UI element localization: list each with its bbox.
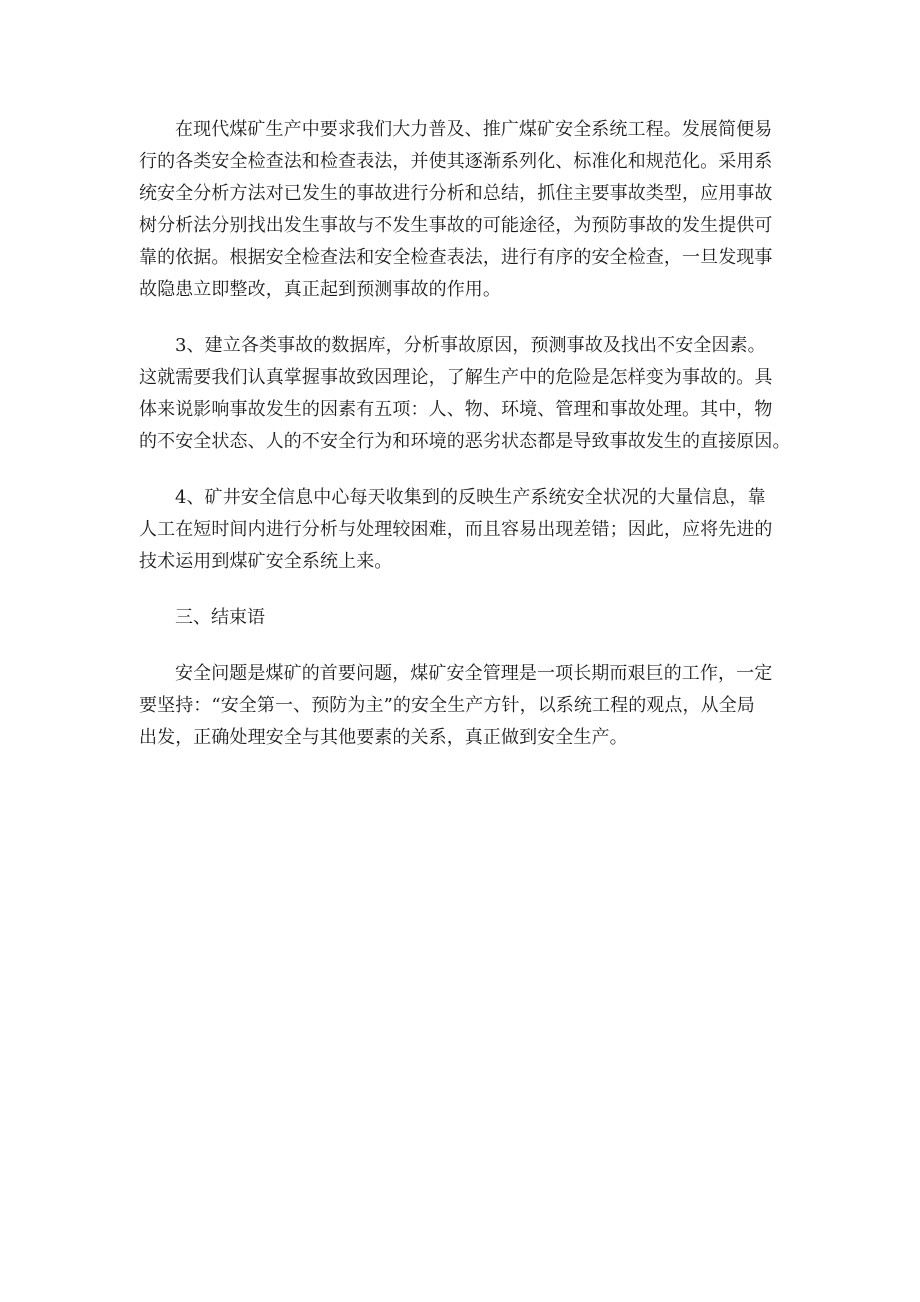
text-line: 故隐患立即整改，真正起到预测事故的作用。 [139,279,501,300]
text-line: 安全问题是煤矿的首要问题，煤矿安全管理是一项长期而艰巨的工作，一定 [175,663,773,684]
text-line: 人工在短时间内进行分析与处理较困难，而且容易出现差错；因此，应将先进的 [139,519,773,540]
paragraph-accident-database [139,330,789,458]
text-line: 这就需要我们认真掌握事故致因理论，了解生产中的危险是怎样变为事故的。具 [139,367,773,388]
text-line: 树分析法分别找出发生事故与不发生事故的可能途径，为预防事故的发生提供可 [139,215,773,236]
document-body [139,114,789,778]
text-line: 出发，正确处理安全与其他要素的关系，真正做到安全生产。 [139,727,628,748]
text-line: 行的各类安全检查法和检查表法，并使其逐渐系列化、标准化和规范化。采用系 [139,151,773,172]
paragraph-conclusion [139,658,789,754]
section-heading-conclusion: 三、结束语 [175,607,265,628]
text-line: 技术运用到煤矿安全系统上来。 [139,551,393,572]
text-line: 的不安全状态、人的不安全行为和环境的恶劣状态都是导致事故发生的直接原因。 [139,431,791,452]
text-line: 要坚持：“安全第一、预防为主”的安全生产方针，以系统工程的观点，从全局 [139,695,755,716]
text-line: 4、矿井安全信息中心每天收集到的反映生产系统安全状况的大量信息，靠 [175,487,766,508]
text-line: 统安全分析方法对已发生的事故进行分析和总结，抓住主要事故类型，应用事故 [139,183,773,204]
paragraph-safety-engineering [139,114,789,306]
paragraph-information-center [139,482,789,578]
text-line: 体来说影响事故发生的因素有五项：人、物、环境、管理和事故处理。其中，物 [139,399,773,420]
text-line: 靠的依据。根据安全检查法和安全检查表法，进行有序的安全检查，一旦发现事 [139,247,773,268]
text-line: 3、建立各类事故的数据库，分析事故原因，预测事故及找出不安全因素。 [175,335,766,356]
text-line: 在现代煤矿生产中要求我们大力普及、推广煤矿安全系统工程。发展简便易 [175,119,773,140]
